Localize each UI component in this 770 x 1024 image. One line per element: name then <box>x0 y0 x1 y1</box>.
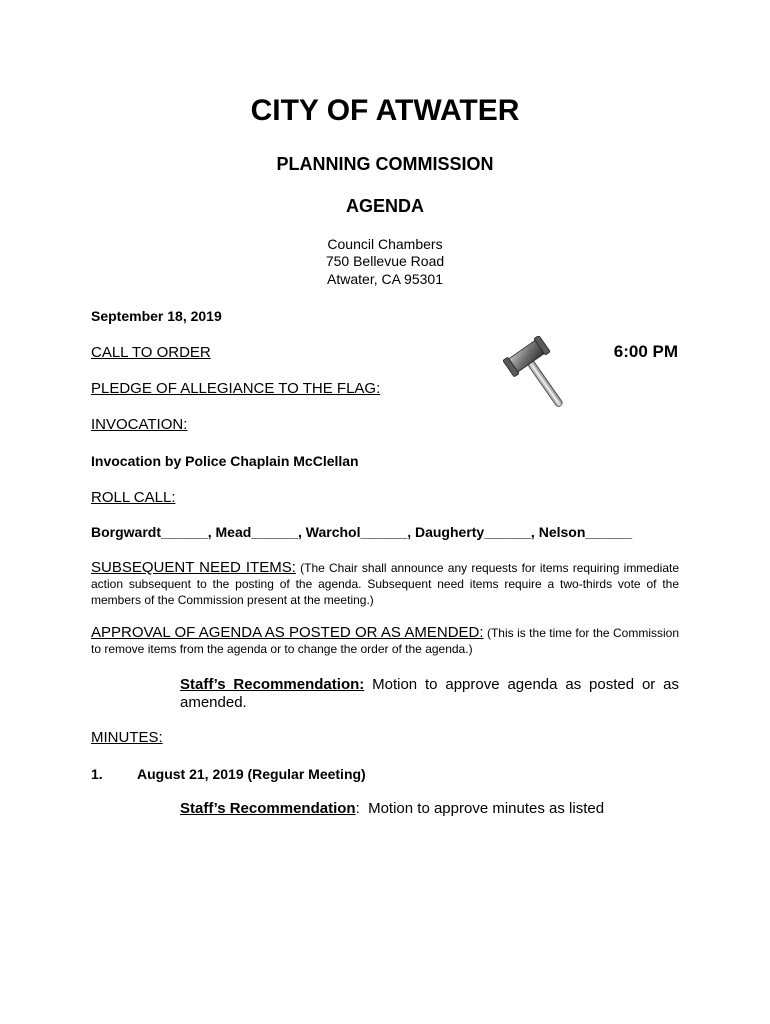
minutes-recommendation <box>180 800 604 818</box>
roll-call-heading: ROLL CALL: <box>91 489 176 506</box>
meeting-date: September 18, 2019 <box>91 308 222 324</box>
approval-text: (This is the time for the Commission to remove items from the agenda or to change the order of the agenda.) <box>91 626 680 656</box>
minutes-recommendation-colon: : <box>355 800 360 817</box>
pledge-heading: PLEDGE OF ALLEGIANCE TO THE FLAG: <box>91 380 381 397</box>
meeting-time: 6:00 PM <box>613 342 678 361</box>
gavel-icon <box>498 336 578 416</box>
approval-heading: APPROVAL OF AGENDA AS POSTED OR AS AMENDED: <box>91 624 484 641</box>
address-line-1: Council Chambers <box>327 236 443 252</box>
subsequent-need-text: (The Chair shall announce any requests for items requiring immediate action subsequent to the posting of the agenda. Subsequent need items require a two-thirds vote of the members of the Commission present at the meeting.) <box>91 561 680 607</box>
roll-call-names: Borgwardt______, Mead______, Warchol______, Daugherty______, Nelson______ <box>91 524 633 540</box>
address-line-2: 750 Bellevue Road <box>325 253 445 269</box>
call-to-order-heading: CALL TO ORDER <box>91 344 211 361</box>
minutes-recommendation-label: Staff’s Recommendation <box>180 800 356 817</box>
commission-title: PLANNING COMMISSION <box>276 154 494 174</box>
city-title: CITY OF ATWATER <box>250 94 520 127</box>
approval-recommendation-text: Motion to approve agenda as posted or as amended. <box>180 676 679 711</box>
minutes-item-title: August 21, 2019 (Regular Meeting) <box>137 766 366 782</box>
approval-section <box>91 625 679 657</box>
address-line-3: Atwater, CA 95301 <box>327 271 443 287</box>
gavel-icon-svg <box>498 336 578 416</box>
approval-recommendation-label: Staff’s Recommendation: <box>180 676 365 693</box>
minutes-item-number: 1. <box>91 766 103 782</box>
subsequent-need-heading: SUBSEQUENT NEED ITEMS: <box>91 559 296 576</box>
subsequent-need-section <box>91 560 679 608</box>
invocation-text: Invocation by Police Chaplain McClellan <box>91 453 359 469</box>
invocation-heading: INVOCATION: <box>91 416 188 433</box>
agenda-title: AGENDA <box>345 196 424 216</box>
approval-recommendation <box>180 676 679 712</box>
minutes-heading: MINUTES: <box>91 729 163 746</box>
minutes-recommendation-text: Motion to approve minutes as listed <box>359 800 605 817</box>
